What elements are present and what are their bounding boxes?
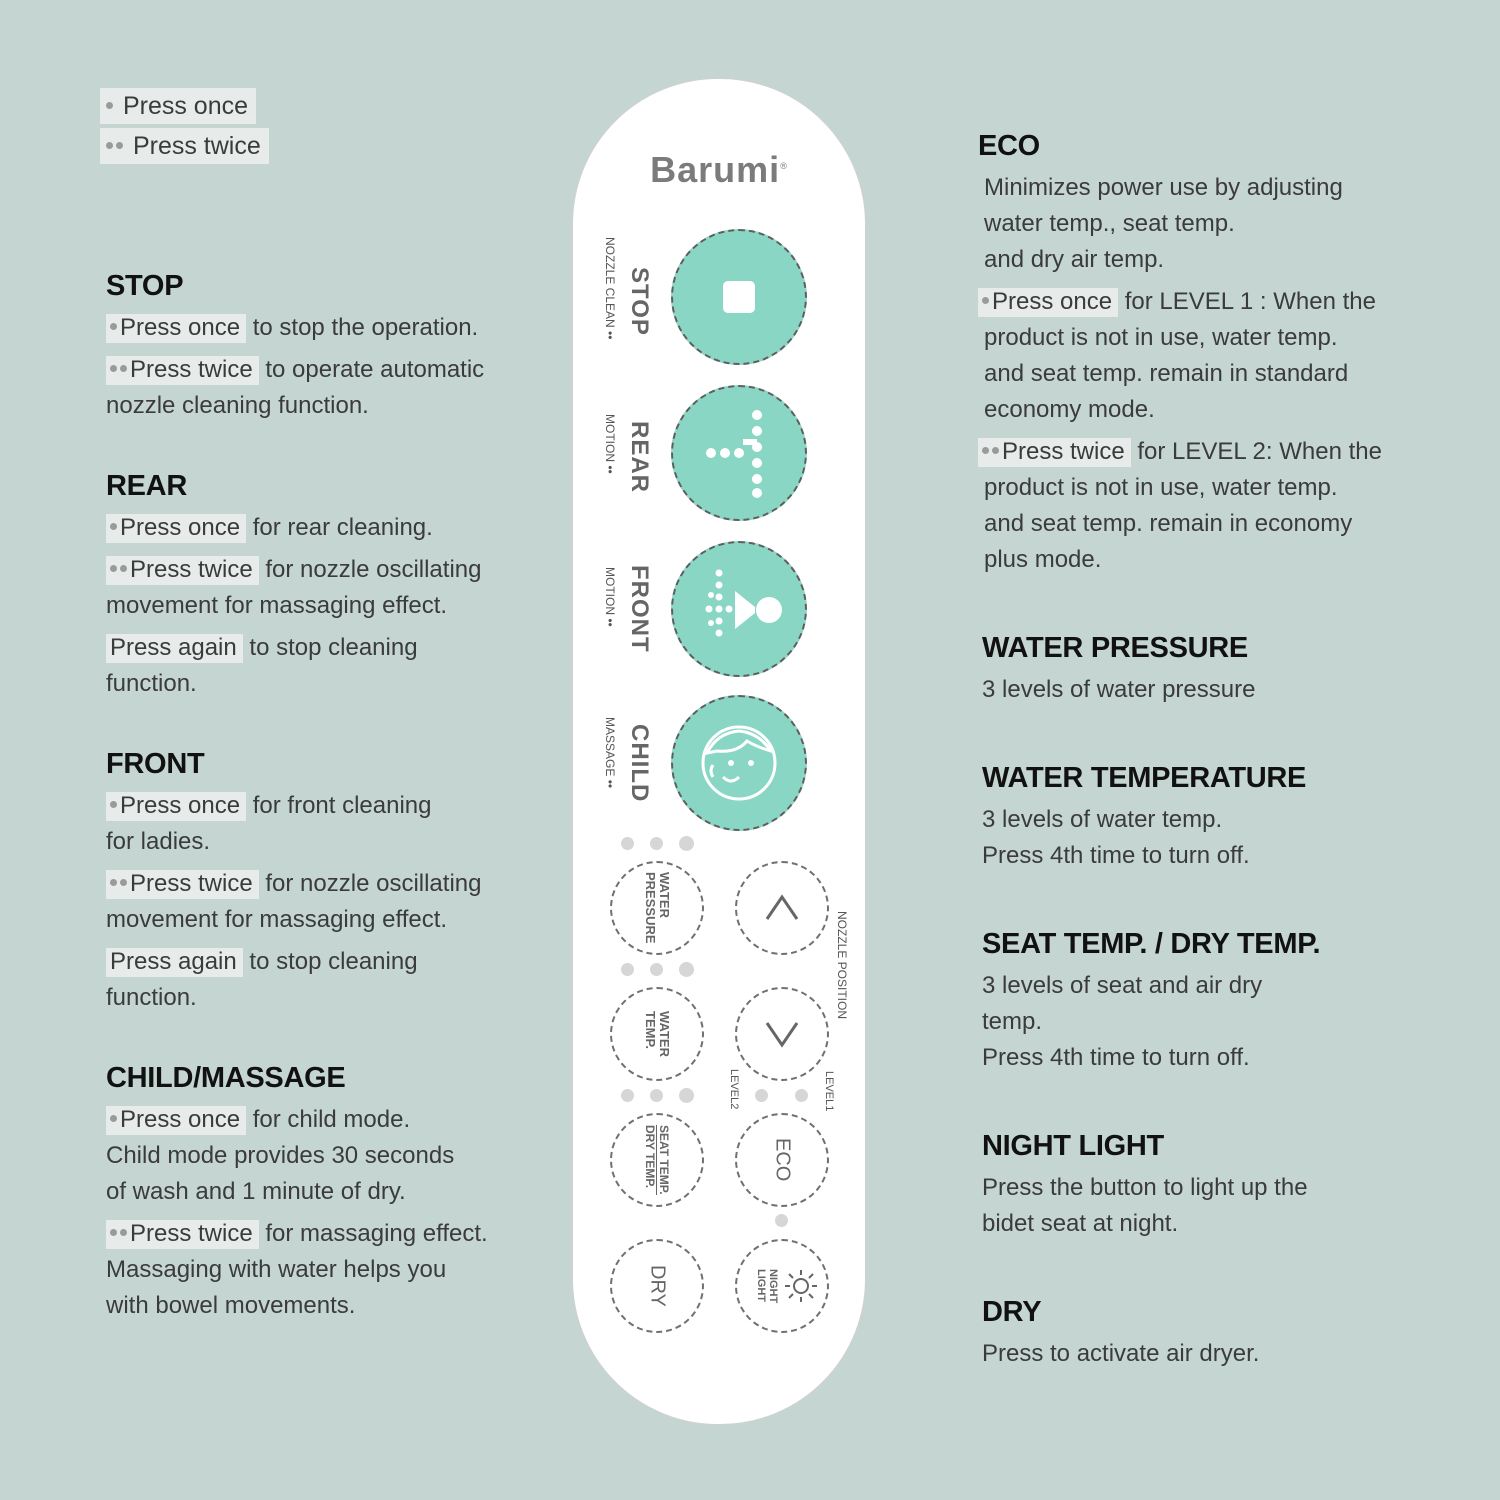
legend-press-twice: Press twice [100, 128, 269, 164]
section-child-massage: CHILD/MASSAGE Press once for child mode. Child mode provides 30 seconds of wash and 1 minute of dry. Press twice for massaging effect. Massaging with water helps you with bowel movements. [100, 1060, 500, 1324]
eco-button[interactable]: ECO [735, 1113, 829, 1207]
night-light-dot [775, 1214, 788, 1227]
section-eco: ECO Minimizes power use by adjusting water temp., seat temp. and dry air temp. Press once for LEVEL 1 : When the product is not in use, water temp. and seat temp. remain in standard economy mode. Press twice for LEVEL 2: When the product is not in use, water temp. and seat temp. remain in economy plus mode. [978, 128, 1398, 578]
stop-icon [723, 281, 755, 313]
pressure-level-dot [679, 836, 694, 851]
rear-button[interactable] [671, 385, 807, 521]
dry-button[interactable]: DRY [610, 1239, 704, 1333]
temp-level-dot [679, 962, 694, 977]
child-face-icon [673, 697, 805, 829]
section-dry: DRY Press to activate air dryer. [978, 1294, 1398, 1372]
section-title: DRY [982, 1296, 1042, 1328]
section-rear: REAR Press once for rear cleaning. Press twice for nozzle oscillating movement for massaging effect. Press again to stop cleaning function. [100, 468, 500, 702]
eco-level1-dot [795, 1089, 808, 1102]
seat-level-dot [621, 1089, 634, 1102]
front-motion-label: MOTION •• [603, 567, 617, 627]
temp-level-dot [621, 963, 634, 976]
section-title: REAR [106, 470, 187, 502]
single-dot-icon [110, 523, 117, 530]
rear-motion-label: MOTION •• [603, 414, 617, 474]
double-dot-icon [110, 879, 117, 886]
seat-level-dot [679, 1088, 694, 1103]
eco-level2-dot [755, 1089, 768, 1102]
single-dot-icon [982, 297, 989, 304]
double-dot-icon [106, 142, 113, 149]
section-title: SEAT TEMP. / DRY TEMP. [982, 928, 1321, 960]
child-button[interactable] [671, 695, 807, 831]
pressure-level-dot [621, 837, 634, 850]
double-dot-icon [110, 1229, 117, 1236]
section-title: WATER PRESSURE [982, 632, 1248, 664]
child-label: CHILD [626, 724, 653, 803]
section-seat-dry-temp: SEAT TEMP. / DRY TEMP. 3 levels of seat and air dry temp. Press 4th time to turn off. [978, 926, 1398, 1076]
single-dot-icon [110, 1115, 117, 1122]
section-night-light: NIGHT LIGHT Press the button to light up the bidet seat at night. [978, 1128, 1398, 1242]
left-column [100, 88, 500, 1368]
water-temp-button[interactable]: WATER TEMP. [610, 987, 704, 1081]
stop-button[interactable] [671, 229, 807, 365]
chevron-up-icon [737, 863, 827, 953]
nozzle-up-button[interactable] [735, 861, 829, 955]
legend [100, 88, 500, 168]
double-dot-icon [110, 565, 117, 572]
single-dot-icon [110, 801, 117, 808]
section-stop: STOP Press once to stop the operation. Press twice to operate automatic nozzle cleaning function. [100, 268, 500, 424]
nozzle-position-label: NOZZLE POSITION [835, 911, 849, 1020]
front-label: FRONT [626, 565, 653, 653]
section-title: WATER TEMPERATURE [982, 762, 1307, 794]
section-title: ECO [978, 130, 1040, 162]
temp-level-dot [650, 963, 663, 976]
level1-label: LEVEL1 [823, 1071, 835, 1112]
double-dot-icon [110, 365, 117, 372]
front-button[interactable] [671, 541, 807, 677]
section-water-temperature: WATER TEMPERATURE 3 levels of water temp. Press 4th time to turn off. [978, 760, 1398, 874]
stop-label: STOP [626, 267, 653, 336]
rear-spray-icon [673, 387, 805, 519]
section-title: CHILD/MASSAGE [106, 1062, 346, 1094]
section-title: NIGHT LIGHT [982, 1130, 1164, 1162]
seat-dry-temp-button[interactable]: SEAT TEMP. DRY TEMP. [610, 1113, 704, 1207]
water-pressure-button[interactable]: WATER PRESSURE [610, 861, 704, 955]
section-title: FRONT [106, 748, 205, 780]
legend-press-once: Press once [100, 88, 256, 124]
single-dot-icon [106, 102, 113, 109]
remote-control [572, 78, 866, 1425]
pressure-level-dot [650, 837, 663, 850]
seat-level-dot [650, 1089, 663, 1102]
massage-label: MASSAGE •• [603, 717, 617, 789]
single-dot-icon [110, 323, 117, 330]
front-spray-icon [673, 543, 805, 675]
chevron-down-icon [737, 989, 827, 1079]
night-light-button[interactable]: NIGHT LIGHT [735, 1239, 829, 1333]
level2-label: LEVEL2 [728, 1069, 740, 1110]
section-water-pressure: WATER PRESSURE 3 levels of water pressure [978, 630, 1398, 708]
section-front: FRONT Press once for front cleaning for ladies. Press twice for nozzle oscillating movement for massaging effect. Press again to stop cleaning function. [100, 746, 500, 1016]
nozzle-down-button[interactable] [735, 987, 829, 1081]
rear-label: REAR [626, 421, 653, 494]
nozzle-clean-label: NOZZLE CLEAN •• [603, 237, 617, 340]
sun-icon [783, 1268, 819, 1304]
section-title: STOP [106, 270, 184, 302]
double-dot-icon [982, 447, 989, 454]
right-column [978, 128, 1398, 1416]
brand-logo: Barumi® [650, 149, 788, 190]
